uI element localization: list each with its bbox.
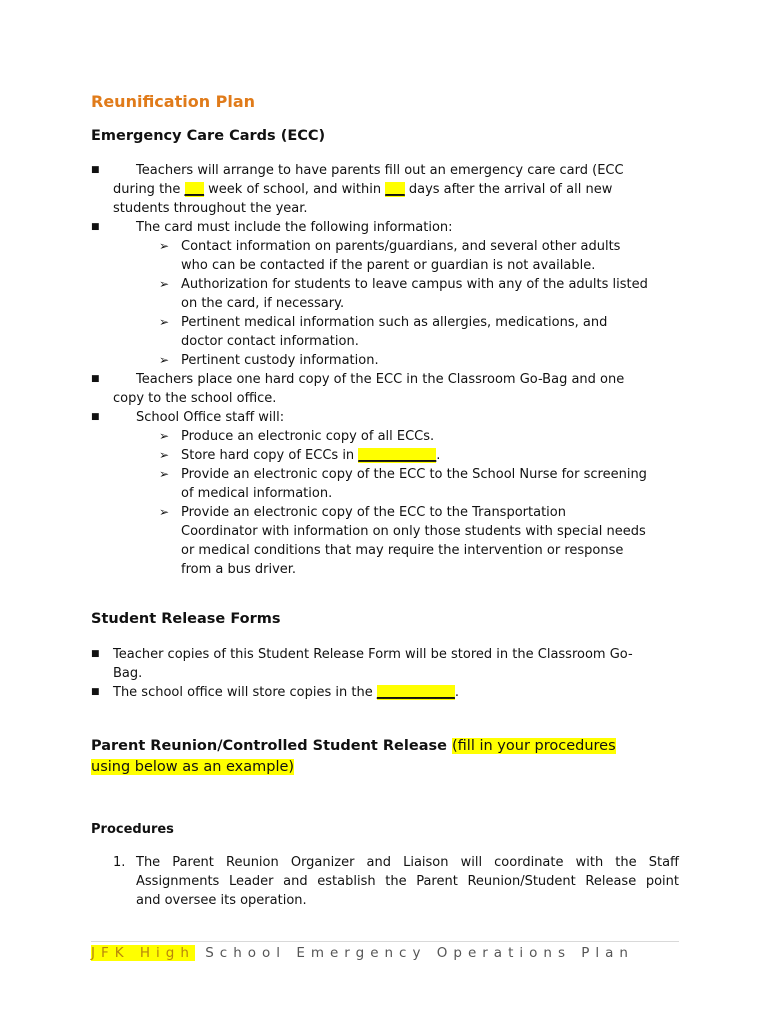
footer: JFK High School Emergency Operations Plan (91, 945, 634, 961)
ecc-item-4: School Office staff will: (136, 410, 285, 425)
release-item-1: Teacher copies of this Student Release Form will be stored in the Classroom Go- Bag. (113, 647, 633, 681)
arrowhead-bullet-icon: ➢ (159, 505, 170, 519)
arrowhead-bullet-icon: ➢ (159, 239, 170, 253)
square-bullet-icon: ■ (91, 649, 100, 659)
arrowhead-bullet-icon: ➢ (159, 448, 170, 462)
list-number: 1. (113, 855, 126, 870)
ecc-sub-item: Contact information on parents/guardians, and several other adults who can be contacted if the parent or guardian is not available. (181, 239, 621, 273)
ecc-sub-item: Provide an electronic copy of the ECC to the Transportation Coordinator with information on only those students with special needs or medical conditions that may require the intervention or response from a bus driver. (181, 505, 646, 577)
page-title: Reunification Plan (91, 92, 256, 111)
ecc-sub-item: Provide an electronic copy of the ECC to the School Nurse for screening of medical information. (181, 467, 647, 501)
footer-divider (91, 941, 679, 942)
reunion-heading: Parent Reunion/Controlled Student Release (fill in your procedures using below as an example) (91, 738, 616, 775)
arrowhead-bullet-icon: ➢ (159, 353, 170, 367)
procedures-heading: Procedures (91, 822, 174, 837)
arrowhead-bullet-icon: ➢ (159, 467, 170, 481)
ecc-item-3: Teachers place one hard copy of the ECC in the Classroom Go-Bag and one copy to the school office. (113, 372, 625, 406)
ecc-item-2: The card must include the following information: (136, 220, 453, 235)
square-bullet-icon: ■ (91, 222, 100, 232)
procedure-item-1: The Parent Reunion Organizer and Liaison will coordinate with the Staff Assignments Leader and establish the Parent Reunion/Student Release point and oversee its operation. (136, 855, 679, 908)
square-bullet-icon: ■ (91, 165, 100, 175)
ecc-sub-item: Produce an electronic copy of all ECCs. (181, 429, 435, 444)
ecc-item-1: Teachers will arrange to have parents fill out an emergency care card (ECC during the ___ week of school, and within ___ days after the arrival of all new students throughout the year. (113, 163, 624, 216)
arrowhead-bullet-icon: ➢ (159, 315, 170, 329)
ecc-sub-item: Authorization for students to leave campus with any of the adults listed on the card, if necessary. (181, 277, 648, 311)
ecc-sub-item: Pertinent custody information. (181, 353, 379, 368)
square-bullet-icon: ■ (91, 687, 100, 697)
ecc-heading: Emergency Care Cards (ECC) (91, 128, 326, 144)
square-bullet-icon: ■ (91, 412, 100, 422)
release-heading: Student Release Forms (91, 611, 281, 627)
release-item-2: The school office will store copies in the ____________. (113, 685, 459, 700)
ecc-sub-item: Pertinent medical information such as allergies, medications, and doctor contact information. (181, 315, 608, 349)
arrowhead-bullet-icon: ➢ (159, 429, 170, 443)
arrowhead-bullet-icon: ➢ (159, 277, 170, 291)
ecc-sub-item: Store hard copy of ECCs in ____________. (181, 448, 441, 463)
square-bullet-icon: ■ (91, 374, 100, 384)
